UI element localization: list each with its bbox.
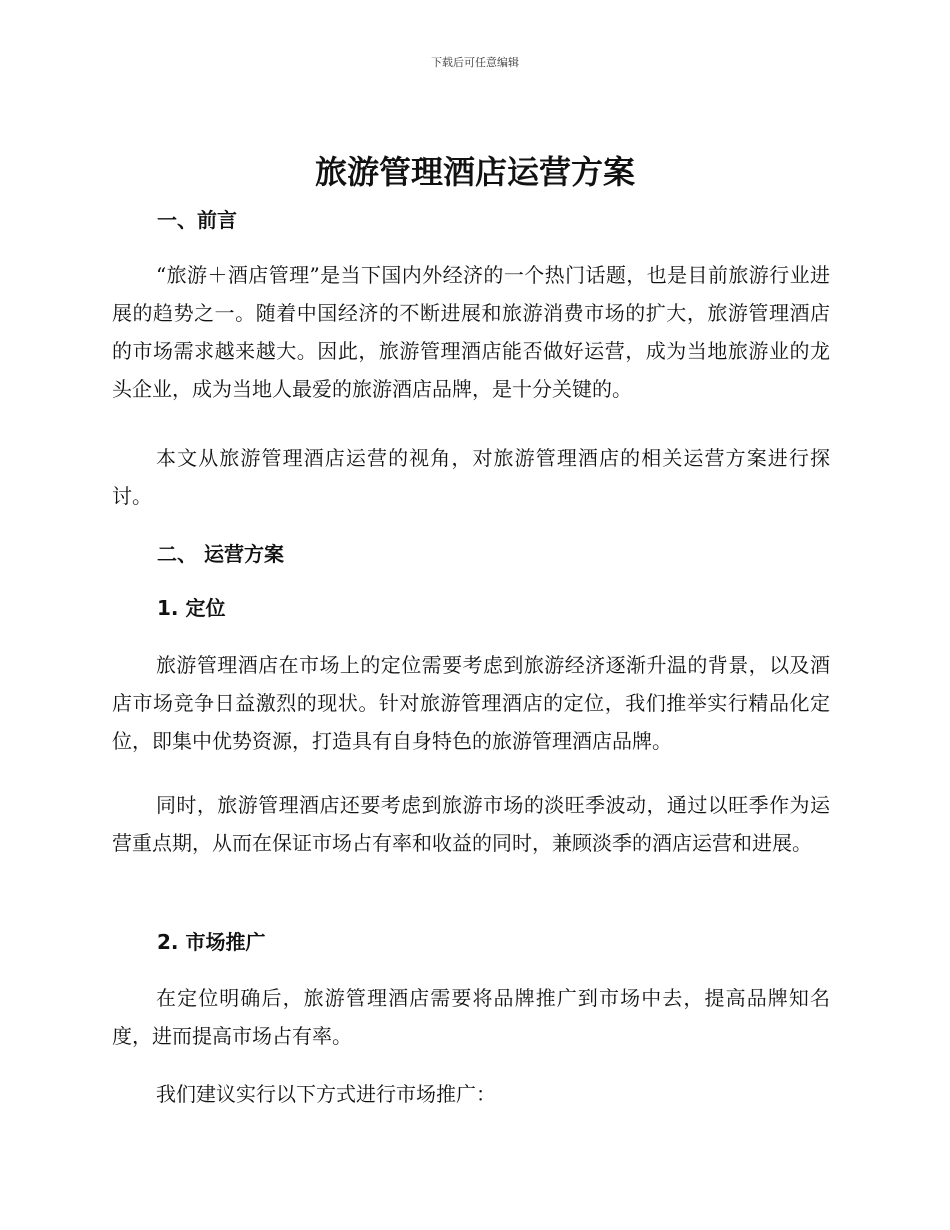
subsection-heading-marketing: 2. 市场推广 <box>157 930 266 954</box>
preface-paragraph-2: 本文从旅游管理酒店运营的视角，对旅游管理酒店的相关运营方案进行探讨。 <box>112 446 830 508</box>
preface-paragraph-1: “旅游＋酒店管理”是当下国内外经济的一个热门话题，也是目前旅游行业进展的趋势之一。随着中国经济的不断进展和旅游消费市场的扩大，旅游管理酒店的市场需求越来越大。因此，旅游管理酒店能否做好运营，成为当地旅游业的龙头企业，成为当地人最爱的旅游酒店品牌，是十分关键的。 <box>112 263 830 401</box>
positioning-paragraph-1: 旅游管理酒店在市场上的定位需要考虑到旅游经济逐渐升温的背景，以及酒店市场竞争日益激烈的现状。针对旅游管理酒店的定位，我们推举实行精品化定位，即集中优势资源，打造具有自身特色的旅游管理酒店品牌。 <box>112 653 830 753</box>
positioning-paragraph-2: 同时，旅游管理酒店还要考虑到旅游市场的淡旺季波动，通过以旺季作为运营重点期，从而在保证市场占有率和收益的同时，兼顾淡季的酒店运营和进展。 <box>112 793 830 855</box>
document-title: 旅游管理酒店运营方案 <box>314 153 635 191</box>
header-note: 下载后可任意编辑 <box>431 56 519 69</box>
subsection-heading-positioning: 1. 定位 <box>157 596 226 620</box>
marketing-paragraph-2: 我们建议实行以下方式进行市场推广： <box>156 1082 496 1106</box>
section-heading-preface: 一、前言 <box>157 208 237 232</box>
marketing-paragraph-1: 在定位明确后，旅游管理酒店需要将品牌推广到市场中去，提高品牌知名度，进而提高市场占有率。 <box>112 986 830 1048</box>
section-heading-operations: 二、 运营方案 <box>157 542 284 566</box>
